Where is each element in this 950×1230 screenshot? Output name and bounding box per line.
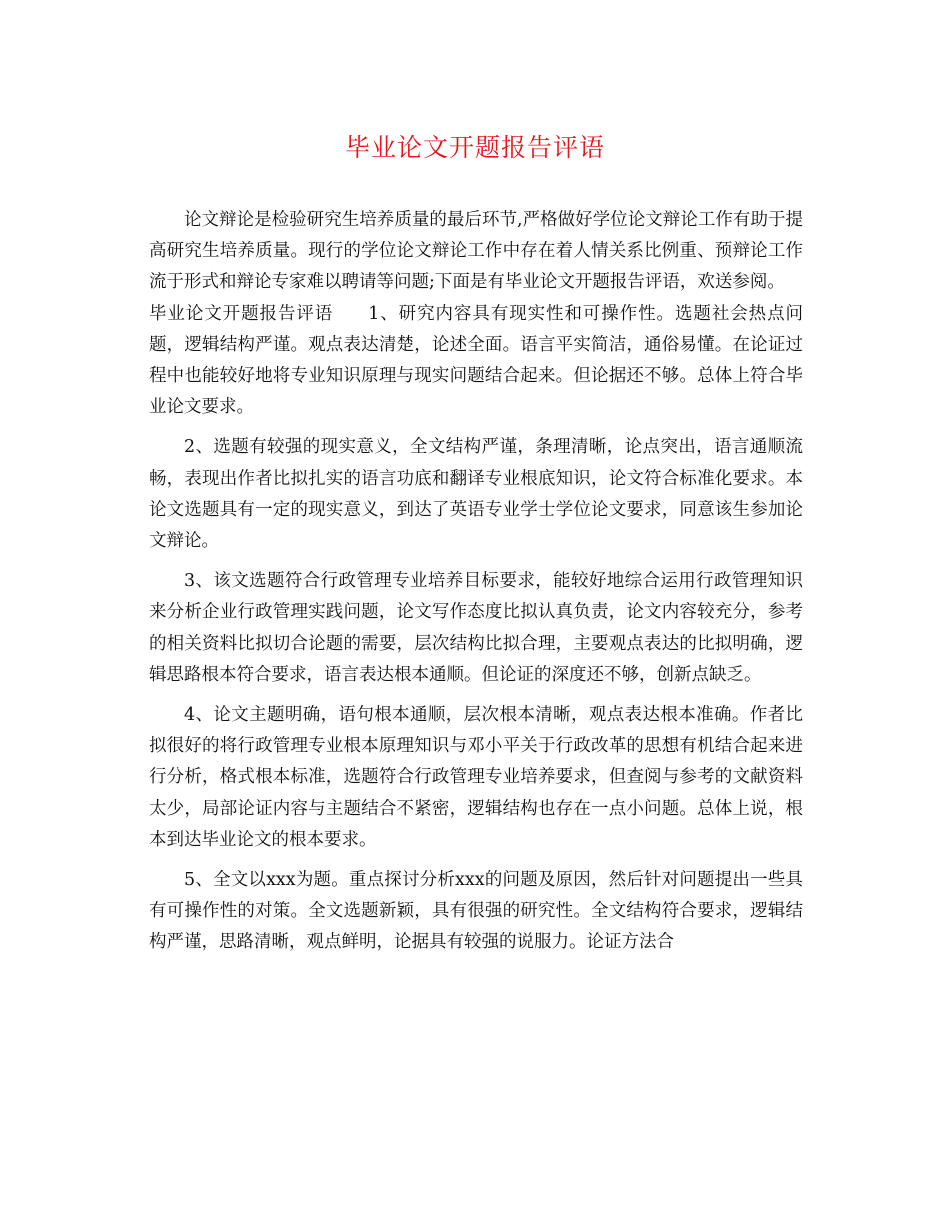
comment-paragraph-4: 4、论文主题明确，语句根本通顺，层次根本清晰，观点表达根本准确。作者比拟很好的将行政管理专业根本原理知识与邓小平关于行政改革的思想有机结合起来进行分析，格式根本标准，选题符合行政管理专业培养要求，但查阅与参考的文献资料太少，局部论证内容与主题结合不紧密，逻辑结构也存在一点小问题。总体上说，根本到达毕业论文的根本要求。: [149, 705, 803, 850]
comment-paragraph-3: 3、该文选题符合行政管理专业培养目标要求，能较好地综合运用行政管理知识来分析企业行政管理实践问题，论文写作态度比拟认真负责，论文内容较充分，参考的相关资料比拟切合论题的需要，层次结构比拟合理，主要观点表达的比拟明确，逻辑思路根本符合要求，语言表达根本通顺。但论证的深度还不够，创新点缺乏。: [149, 571, 803, 685]
document-body: [149, 205, 803, 959]
comment-paragraph-2: 2、选题有较强的现实意义，全文结构严谨，条理清晰，论点突出，语言通顺流畅，表现出作者比拟扎实的语言功底和翻译专业根底知识，论文符合标准化要求。本论文选题具有一定的现实意义，到达了英语专业学士学位论文要求，同意该生参加论文辩论。: [149, 437, 803, 552]
document-title: 毕业论文开题报告评语: [344, 133, 605, 162]
section-heading: 毕业论文开题报告评语: [149, 303, 334, 324]
comment-paragraph-5: 5、全文以xxx为题。重点探讨分析xxx的问题及原因，然后针对问题提出一些具有可操作性的对策。全文选题新颖，具有很强的研究性。全文结构符合要求，逻辑结构严谨，思路清晰，观点鲜明，论据具有较强的说服力。论证方法合: [149, 870, 803, 953]
comment-text-1: 1、研究内容具有现实性和可操作性。选题社会热点问题，逻辑结构严谨。观点表达清楚，论述全面。语言平实简洁，通俗易懂。在论证过程中也能较好地将专业知识原理与现实问题结合起来。但论据还不够。总体上符合毕业论文要求。: [149, 303, 803, 418]
intro-paragraph: 论文辩论是检验研究生培养质量的最后环节,严格做好学位论文辩论工作有助于提高研究生培养质量。现行的学位论文辩论工作中存在着人情关系比例重、预辩论工作流于形式和辩论专家难以聘请等问题;下面是有毕业论文开题报告评语，欢送参阅。: [149, 210, 803, 293]
comment-paragraph-1: [149, 299, 803, 424]
